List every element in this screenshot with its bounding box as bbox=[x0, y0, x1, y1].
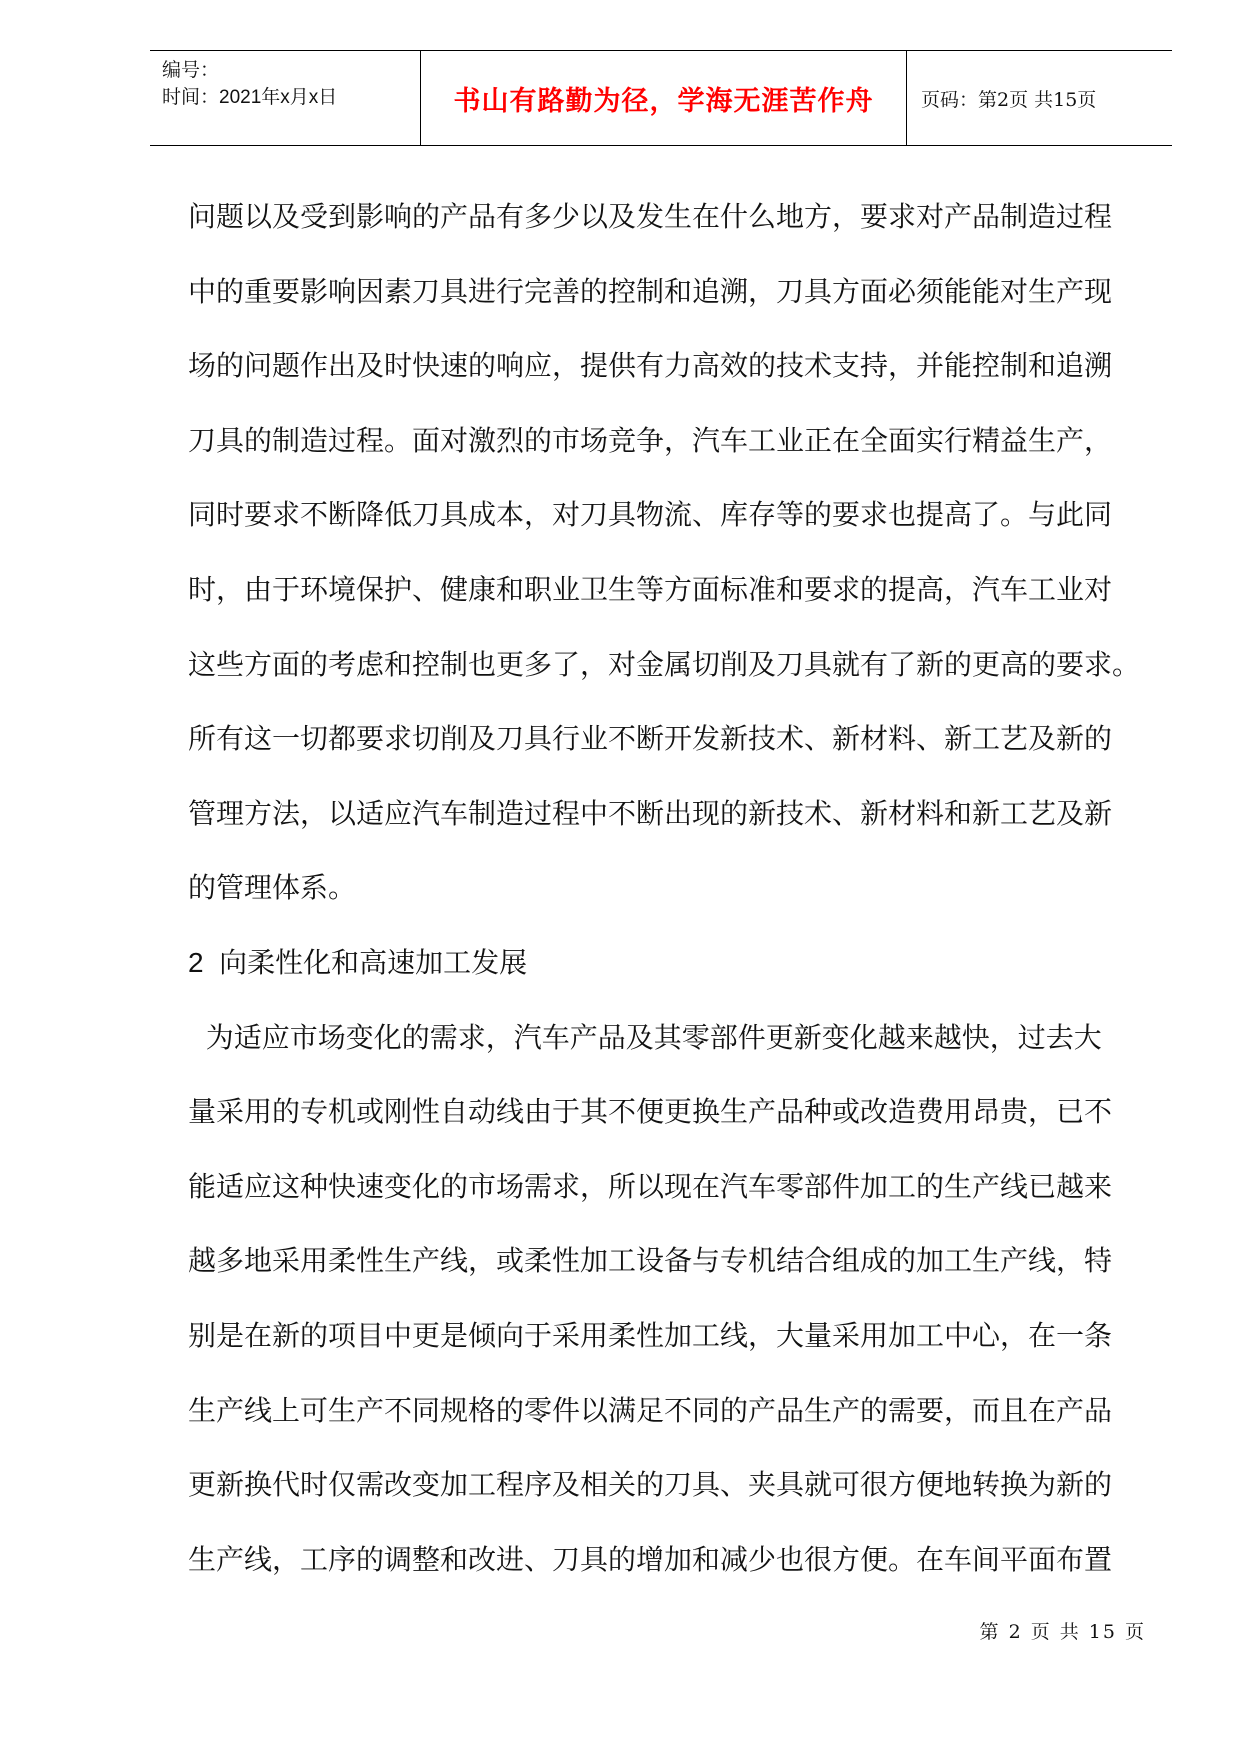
body-line: 能适应这种快速变化的市场需求，所以现在汽车零部件加工的生产线已越来 bbox=[188, 1169, 1113, 1203]
body-line: 刀具的制造过程。面对激烈的市场竞争，汽车工业正在全面实行精益生产， bbox=[188, 423, 1113, 457]
page-header bbox=[150, 50, 1172, 146]
body-line: 越多地采用柔性生产线，或柔性加工设备与专机结合组成的加工生产线，特 bbox=[188, 1244, 1113, 1278]
number-label: 编号： bbox=[162, 60, 220, 81]
page-footer: 第 2 页 共 15 页 bbox=[979, 1621, 1146, 1643]
body-line: 所有这一切都要求切削及刀具行业不断开发新技术、新材料、新工艺及新的 bbox=[188, 722, 1113, 756]
body-line: 场的问题作出及时快速的响应，提供有力高效的技术支持，并能控制和追溯 bbox=[188, 349, 1113, 383]
time-label: 时间：2021年x月x日 bbox=[162, 87, 338, 108]
body-line: 生产线上可生产不同规格的零件以满足不同的产品生产的需要，而且在产品 bbox=[188, 1393, 1113, 1427]
body-line: 问题以及受到影响的产品有多少以及发生在什么地方，要求对产品制造过程 bbox=[188, 200, 1113, 233]
body-line: 生产线，工序的调整和改进、刀具的增加和减少也很方便。在车间平面布置 bbox=[188, 1542, 1113, 1576]
section-heading bbox=[188, 926, 1148, 1001]
body-line: 时，由于环境保护、健康和职业卫生等方面标准和要求的提高，汽车工业对 bbox=[188, 572, 1113, 606]
header-meta bbox=[150, 51, 421, 145]
header-motto: 书山有路勤为径，学海无涯苦作舟 bbox=[421, 51, 907, 145]
body-line: 这些方面的考虑和控制也更多了，对金属切削及刀具就有了新的更高的要求。 bbox=[188, 647, 1141, 681]
body-line: 同时要求不断降低刀具成本，对刀具物流、库存等的要求也提高了。与此同 bbox=[188, 498, 1113, 532]
body-line: 量采用的专机或刚性自动线由于其不便更换生产品种或改造费用昂贵，已不 bbox=[188, 1095, 1113, 1129]
body-line: 为适应市场变化的需求，汽车产品及其零部件更新变化越来越快，过去大 bbox=[188, 1020, 1102, 1054]
header-page-info: 页码：第2页 共15页 bbox=[921, 88, 1097, 111]
body-line: 管理方法，以适应汽车制造过程中不断出现的新技术、新材料和新工艺及新 bbox=[188, 796, 1113, 830]
section-number: 2 bbox=[188, 946, 204, 978]
body-line: 更新换代时仅需改变加工程序及相关的刀具、夹具就可很方便地转换为新的 bbox=[188, 1468, 1113, 1502]
body-line: 的管理体系。 bbox=[188, 871, 357, 905]
body-line: 别是在新的项目中更是倾向于采用柔性加工线，大量采用加工中心，在一条 bbox=[188, 1318, 1113, 1352]
body-line: 中的重要影响因素刀具进行完善的控制和追溯，刀具方面必须能能对生产现 bbox=[188, 274, 1113, 308]
document-body bbox=[188, 180, 1148, 1597]
section-title: 向柔性化和高速加工发展 bbox=[219, 945, 528, 979]
